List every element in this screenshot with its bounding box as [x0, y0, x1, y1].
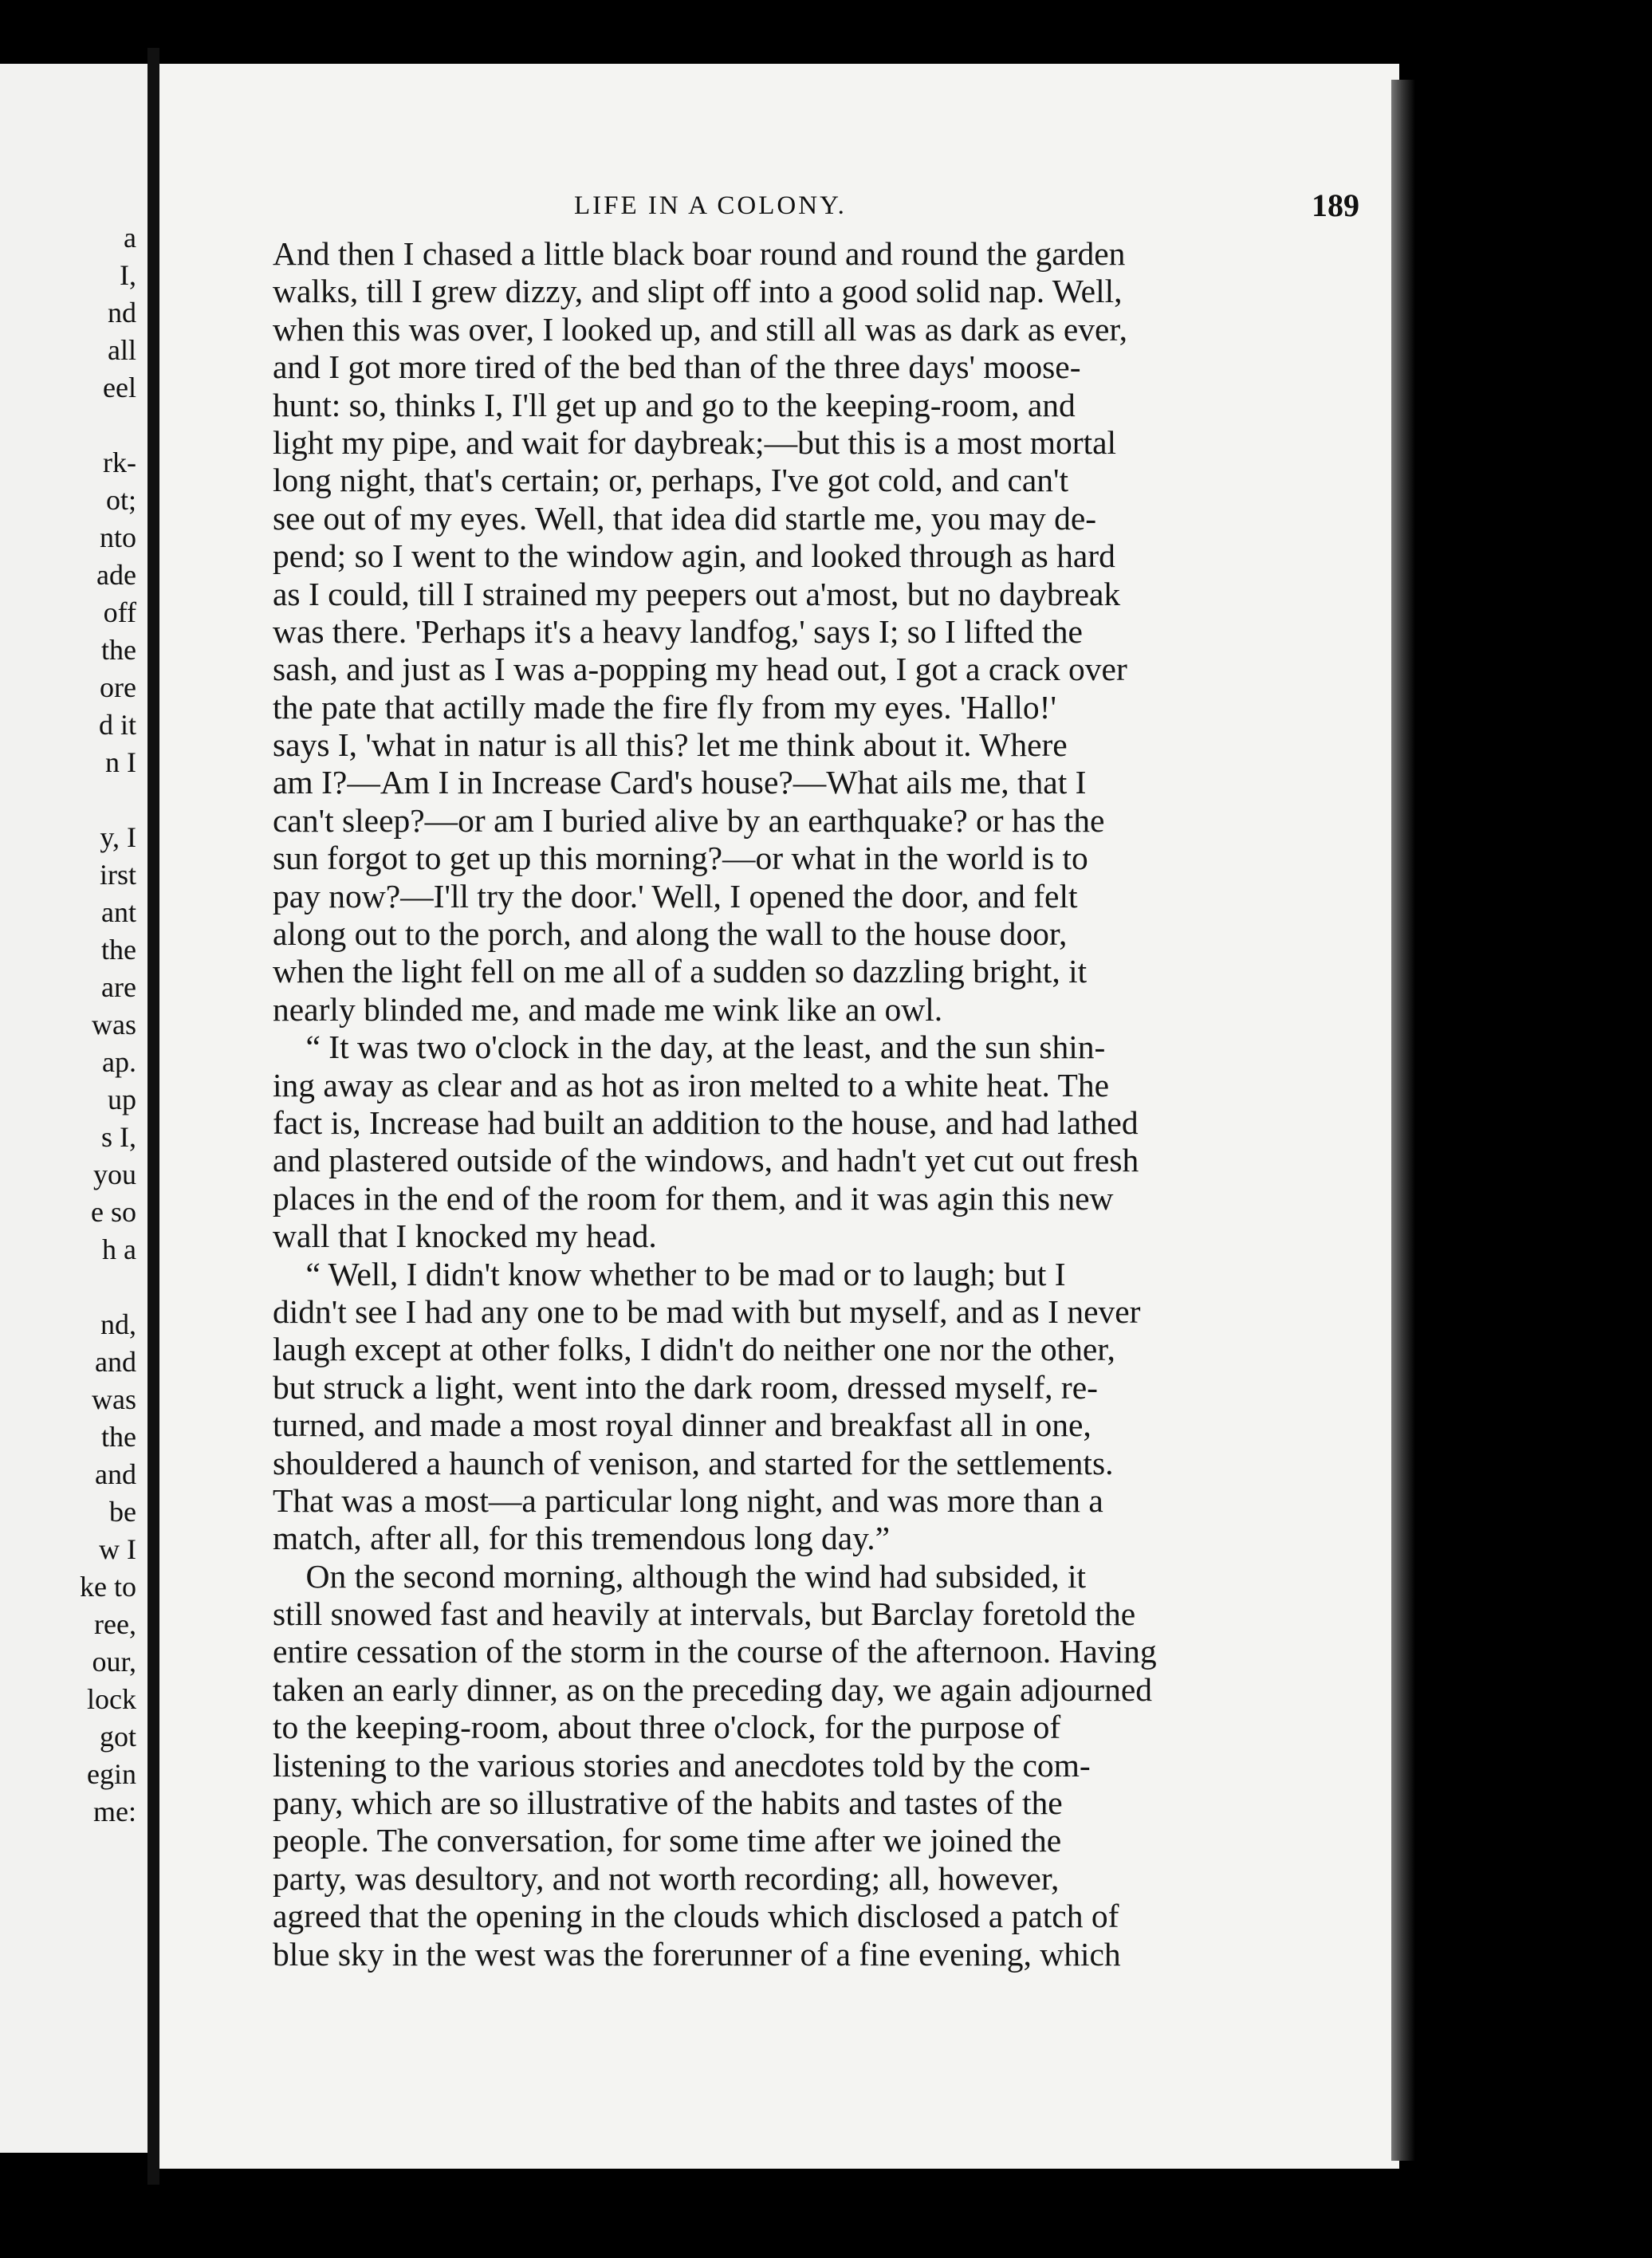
left-page-fragment: ke to — [80, 1571, 136, 1603]
text-line: pany, which are so illustrative of the habits and tastes of the — [273, 1784, 1063, 1822]
text-line: can't sleep?—or am I buried alive by an earthquake? or has the — [273, 801, 1105, 839]
page-number: 189 — [1312, 187, 1359, 223]
text-line: laugh except at other folks, I didn't do neither one nor the other, — [273, 1331, 1115, 1368]
left-page-fragment: up — [108, 1084, 136, 1115]
left-page-fragment: was — [92, 1009, 136, 1040]
text-line: “ It was two o'clock in the day, at the least, and the sun shin- — [273, 1029, 1106, 1066]
text-line: pay now?—I'll try the door.' Well, I opened the door, and felt — [273, 877, 1078, 915]
left-page-fragment — [17, 781, 136, 819]
text-line: was there. 'Perhaps it's a heavy landfog,' says I; so I lifted the — [273, 612, 1083, 650]
left-page-fragment: e so — [91, 1196, 136, 1228]
left-page-fragment: rk- — [103, 446, 136, 478]
text-line: the pate that actilly made the fire fly from my eyes. 'Hallo!' — [273, 688, 1056, 726]
left-page — [0, 64, 148, 2153]
text-line: didn't see I had any one to be mad with but myself, and as I never — [273, 1292, 1141, 1330]
running-head: LIFE IN A COLONY. — [574, 191, 847, 220]
left-page-fragment: nd, — [100, 1308, 136, 1340]
text-line: And then I chased a little black boar round and round the garden — [273, 235, 1126, 272]
text-line: am I?—Am I in Increase Card's house?—What ails me, that I — [273, 764, 1087, 801]
text-line: ing away as clear and as hot as iron melted to a white heat. The — [273, 1066, 1110, 1103]
text-line: “ Well, I didn't know whether to be mad or to laugh; but I — [273, 1255, 1066, 1292]
left-page-fragment: be — [109, 1496, 136, 1528]
text-line: party, was desultory, and not worth recording; all, however, — [273, 1859, 1060, 1897]
text-line: long night, that's certain; or, perhaps, I've got cold, and can't — [273, 462, 1069, 499]
left-page-fragment: ore — [100, 671, 136, 703]
text-line: That was a most—a particular long night, and was more than a — [273, 1481, 1103, 1519]
text-line: wall that I knocked my head. — [273, 1218, 657, 1255]
text-line: match, after all, for this tremendous long day.” — [273, 1520, 891, 1557]
text-line: but struck a light, went into the dark room, dressed myself, re- — [273, 1368, 1098, 1406]
text-line: listening to the various stories and anecdotes told by the com- — [273, 1746, 1091, 1784]
text-line: hunt: so, thinks I, I'll get up and go to the keeping-room, and — [273, 386, 1076, 423]
text-line: and plastered outside of the windows, and hadn't yet cut out fresh — [273, 1142, 1139, 1179]
left-page-fragment: s I, — [101, 1121, 136, 1153]
left-page-fragment — [17, 1269, 136, 1306]
left-page-fragment: lock — [87, 1683, 136, 1715]
left-page-fragment: was — [92, 1383, 136, 1415]
text-line: entire cessation of the storm in the course of the afternoon. Having — [273, 1633, 1157, 1670]
left-page-fragment: me: — [93, 1796, 136, 1827]
text-line: walks, till I grew dizzy, and slipt off into a good solid nap. Well, — [273, 273, 1123, 310]
page-edge — [1391, 80, 1415, 2161]
text-line: turned, and made a most royal dinner and breakfast all in one, — [273, 1406, 1092, 1444]
left-page-fragment: and — [95, 1458, 136, 1490]
left-page-fragment: off — [103, 596, 136, 628]
left-page-fragment — [17, 407, 136, 444]
left-page-fragment: our, — [92, 1646, 136, 1678]
text-line: blue sky in the west was the forerunner of a fine evening, which — [273, 1935, 1121, 1973]
left-page-fragment: nd — [108, 297, 136, 328]
right-page — [159, 64, 1399, 2169]
left-page-fragment: got — [99, 1721, 136, 1753]
left-page-fragment: irst — [99, 859, 136, 891]
left-page-fragment: a — [124, 222, 136, 254]
left-page-fragment: eel — [103, 372, 136, 403]
text-line: places in the end of the room for them, and it was agin this new — [273, 1179, 1114, 1217]
left-page-fragment: d it — [98, 709, 136, 741]
left-page-fragment: I, — [120, 259, 136, 291]
left-page-fragment: n I — [105, 746, 136, 778]
text-line: nearly blinded me, and made me wink like an owl. — [273, 990, 943, 1028]
left-page-fragment: the — [101, 634, 136, 666]
text-line: taken an early dinner, as on the preceding day, we again adjourned — [273, 1670, 1153, 1708]
text-line: fact is, Increase had built an addition to the house, and had lathed — [273, 1103, 1139, 1141]
text-line: along out to the porch, and along the wall to the house door, — [273, 915, 1068, 953]
left-page-fragment: and — [95, 1346, 136, 1378]
left-page-fragment: the — [101, 1421, 136, 1453]
text-line: agreed that the opening in the clouds which disclosed a patch of — [273, 1898, 1119, 1935]
text-line: sash, and just as I was a-popping my head out, I got a crack over — [273, 651, 1127, 688]
left-page-fragment: w I — [99, 1533, 136, 1565]
text-line: and I got more tired of the bed than of the three days' moose- — [273, 348, 1081, 386]
left-page-fragment: ot; — [105, 484, 136, 516]
left-page-fragment: ree, — [94, 1608, 136, 1640]
text-line: when this was over, I looked up, and still all was as dark as ever, — [273, 310, 1127, 348]
text-line: says I, 'what in natur is all this? let me think about it. Where — [273, 726, 1068, 764]
text-line: see out of my eyes. Well, that idea did startle me, you may de- — [273, 499, 1097, 537]
text-line: as I could, till I strained my peepers out a'most, but no daybreak — [273, 575, 1121, 612]
text-line: when the light fell on me all of a sudden so dazzling bright, it — [273, 953, 1088, 990]
body-text — [273, 235, 1359, 1973]
text-line: shouldered a haunch of venison, and started for the settlements. — [273, 1444, 1114, 1481]
left-page-fragment: h a — [102, 1233, 136, 1265]
left-page-text-fragments — [17, 219, 136, 1831]
text-line: light my pipe, and wait for daybreak;—but this is a most mortal — [273, 423, 1117, 461]
left-page-fragment: are — [101, 971, 136, 1003]
text-line: to the keeping-room, about three o'clock, for the purpose of — [273, 1709, 1061, 1746]
gutter — [148, 48, 159, 2185]
left-page-fragment: nto — [99, 521, 136, 553]
left-page-fragment: egin — [87, 1758, 136, 1790]
left-page-fragment: ap. — [102, 1046, 136, 1078]
left-page-fragment: ade — [96, 559, 136, 591]
text-line: people. The conversation, for some time after we joined the — [273, 1822, 1062, 1859]
left-page-fragment: y, I — [100, 821, 136, 853]
left-page-fragment: all — [108, 334, 136, 366]
left-page-fragment: the — [101, 934, 136, 966]
left-page-fragment: you — [93, 1159, 136, 1190]
text-line: sun forgot to get up this morning?—or what in the world is to — [273, 840, 1088, 877]
text-line: still snowed fast and heavily at intervals, but Barclay foretold the — [273, 1595, 1136, 1633]
left-page-fragment: ant — [101, 896, 136, 928]
text-line: On the second morning, although the wind had subsided, it — [273, 1557, 1087, 1595]
text-line: pend; so I went to the window agin, and looked through as hard — [273, 537, 1115, 575]
